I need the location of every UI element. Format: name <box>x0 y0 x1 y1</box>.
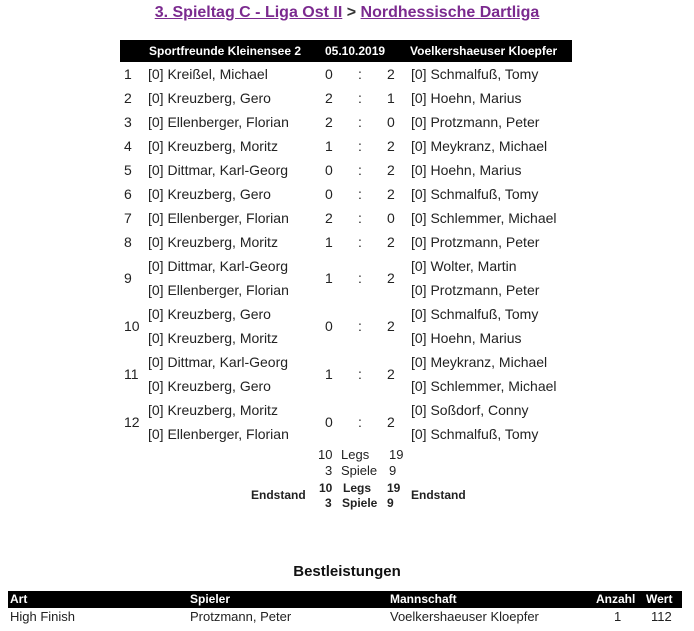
away-player: [0] Protzmann, Peter <box>411 282 540 298</box>
game-number: 9 <box>124 270 132 286</box>
away-player: [0] Schlemmer, Michael <box>411 378 557 394</box>
game-row <box>120 254 572 302</box>
best-performances-title: Bestleistungen <box>293 563 401 580</box>
away-player: [0] Schmalfuß, Tomy <box>411 66 539 82</box>
home-player: [0] Ellenberger, Florian <box>148 282 289 298</box>
summary-spiele-home: 3 <box>325 463 333 478</box>
game-number: 2 <box>124 90 132 106</box>
away-player: [0] Schmalfuß, Tomy <box>411 306 539 322</box>
home-player: [0] Kreuzberg, Gero <box>148 90 271 106</box>
game-row <box>120 302 572 350</box>
home-player: [0] Ellenberger, Florian <box>148 114 289 130</box>
game-row <box>120 110 572 134</box>
home-score: 0 <box>325 318 333 334</box>
final-spiele-home: 3 <box>325 496 332 510</box>
game-row <box>120 86 572 110</box>
away-player: [0] Protzmann, Peter <box>411 114 540 130</box>
score-separator: : <box>358 318 362 334</box>
away-player: [0] Hoehn, Marius <box>411 162 522 178</box>
home-score: 0 <box>325 162 333 178</box>
away-score: 2 <box>387 66 395 82</box>
away-player: [0] Hoehn, Marius <box>411 90 522 106</box>
games-list <box>120 62 572 446</box>
header-art: Art <box>10 592 28 606</box>
game-row <box>120 206 572 230</box>
home-score: 1 <box>325 234 333 250</box>
home-score: 0 <box>325 186 333 202</box>
final-legs-label: Legs <box>343 481 372 495</box>
header-anzahl: Anzahl <box>596 592 636 606</box>
score-separator: : <box>358 186 362 202</box>
cell-anzahl: 1 <box>614 609 622 624</box>
game-row <box>120 182 572 206</box>
header-spieler: Spieler <box>190 592 231 606</box>
game-row <box>120 62 572 86</box>
away-score: 0 <box>387 114 395 130</box>
game-number: 1 <box>124 66 132 82</box>
away-score: 1 <box>387 90 395 106</box>
cell-mannschaft: Voelkershaeuser Kloepfer <box>390 609 539 624</box>
cell-art: High Finish <box>10 609 76 624</box>
summary-legs-label: Legs <box>341 447 370 462</box>
game-number: 12 <box>124 414 140 430</box>
game-number: 7 <box>124 210 132 226</box>
final-legs-home: 10 <box>319 481 333 495</box>
game-number: 11 <box>124 366 139 382</box>
game-number: 4 <box>124 138 132 154</box>
away-score: 2 <box>387 414 395 430</box>
away-player: [0] Meykranz, Michael <box>411 354 548 370</box>
summary-legs-away: 19 <box>389 447 404 462</box>
score-separator: : <box>358 138 362 154</box>
home-player: [0] Kreuzberg, Moritz <box>148 138 278 154</box>
score-separator: : <box>358 366 362 382</box>
home-score: 2 <box>325 90 333 106</box>
final-spiele-label: Spiele <box>342 496 378 510</box>
cell-wert: 112 <box>651 609 672 624</box>
score-separator: : <box>358 414 362 430</box>
away-player: [0] Schmalfuß, Tomy <box>411 186 539 202</box>
game-row <box>120 158 572 182</box>
home-player: [0] Dittmar, Karl-Georg <box>148 162 289 178</box>
home-score: 1 <box>325 366 333 382</box>
home-score: 1 <box>325 270 333 286</box>
away-score: 2 <box>387 138 395 154</box>
best-table-row <box>8 608 682 625</box>
final-spiele-away: 9 <box>387 496 394 510</box>
match-date: 05.10.2019 <box>325 44 386 58</box>
header-mannschaft: Mannschaft <box>390 592 457 606</box>
game-row <box>120 230 572 254</box>
game-row <box>120 398 572 446</box>
home-player: [0] Dittmar, Karl-Georg <box>148 354 289 370</box>
spieltag-link[interactable]: 3. Spieltag C - Liga Ost II <box>154 4 343 21</box>
summary-block <box>120 446 572 478</box>
home-player: [0] Ellenberger, Florian <box>148 210 289 226</box>
home-player: [0] Dittmar, Karl-Georg <box>148 258 289 274</box>
away-score: 2 <box>387 162 395 178</box>
breadcrumb-separator: > <box>346 4 357 21</box>
page-heading <box>0 4 694 22</box>
away-player: [0] Meykranz, Michael <box>411 138 548 154</box>
home-score: 1 <box>325 138 333 154</box>
liga-link[interactable]: Nordhessische Dartliga <box>360 4 540 21</box>
away-player: [0] Protzmann, Peter <box>411 234 540 250</box>
score-separator: : <box>358 114 362 130</box>
game-row <box>120 134 572 158</box>
away-player: [0] Soßdorf, Conny <box>411 402 529 418</box>
game-row <box>120 350 572 398</box>
home-player: [0] Kreuzberg, Moritz <box>148 330 278 346</box>
home-score: 2 <box>325 210 333 226</box>
game-number: 10 <box>124 318 140 334</box>
game-number: 5 <box>124 162 132 178</box>
home-player: [0] Kreißel, Michael <box>148 66 268 82</box>
final-label-left: Endstand <box>251 488 306 502</box>
summary-legs-home: 10 <box>318 447 333 462</box>
score-separator: : <box>358 66 362 82</box>
match-table <box>120 40 572 511</box>
score-separator: : <box>358 234 362 250</box>
away-player: [0] Schlemmer, Michael <box>411 210 557 226</box>
summary-spiele-away: 9 <box>389 463 397 478</box>
game-number: 3 <box>124 114 132 130</box>
best-performances-table <box>8 591 682 625</box>
home-score: 2 <box>325 114 333 130</box>
away-team-name: Voelkershaeuser Kloepfer <box>410 44 558 58</box>
away-score: 2 <box>387 318 395 334</box>
header-wert: Wert <box>646 592 673 606</box>
away-score: 2 <box>387 366 395 382</box>
game-number: 8 <box>124 234 132 250</box>
away-player: [0] Hoehn, Marius <box>411 330 522 346</box>
away-score: 0 <box>387 210 395 226</box>
away-score: 2 <box>387 270 395 286</box>
final-label-right: Endstand <box>411 488 466 502</box>
home-player: [0] Kreuzberg, Moritz <box>148 402 278 418</box>
home-team-name: Sportfreunde Kleinensee 2 <box>149 44 302 58</box>
score-separator: : <box>358 270 362 286</box>
away-score: 2 <box>387 186 395 202</box>
home-player: [0] Ellenberger, Florian <box>148 426 289 442</box>
away-player: [0] Wolter, Martin <box>411 258 517 274</box>
match-header <box>120 40 572 62</box>
best-table-header <box>8 591 682 608</box>
home-player: [0] Kreuzberg, Gero <box>148 306 271 322</box>
summary-spiele-label: Spiele <box>341 463 378 478</box>
game-number: 6 <box>124 186 132 202</box>
home-player: [0] Kreuzberg, Moritz <box>148 234 278 250</box>
score-separator: : <box>358 90 362 106</box>
final-block <box>120 479 572 511</box>
score-separator: : <box>358 210 362 226</box>
away-score: 2 <box>387 234 395 250</box>
away-player: [0] Schmalfuß, Tomy <box>411 426 539 442</box>
home-player: [0] Kreuzberg, Gero <box>148 186 271 202</box>
home-score: 0 <box>325 66 333 82</box>
cell-spieler: Protzmann, Peter <box>190 609 292 624</box>
score-separator: : <box>358 162 362 178</box>
home-player: [0] Kreuzberg, Gero <box>148 378 271 394</box>
home-score: 0 <box>325 414 333 430</box>
final-legs-away: 19 <box>387 481 401 495</box>
